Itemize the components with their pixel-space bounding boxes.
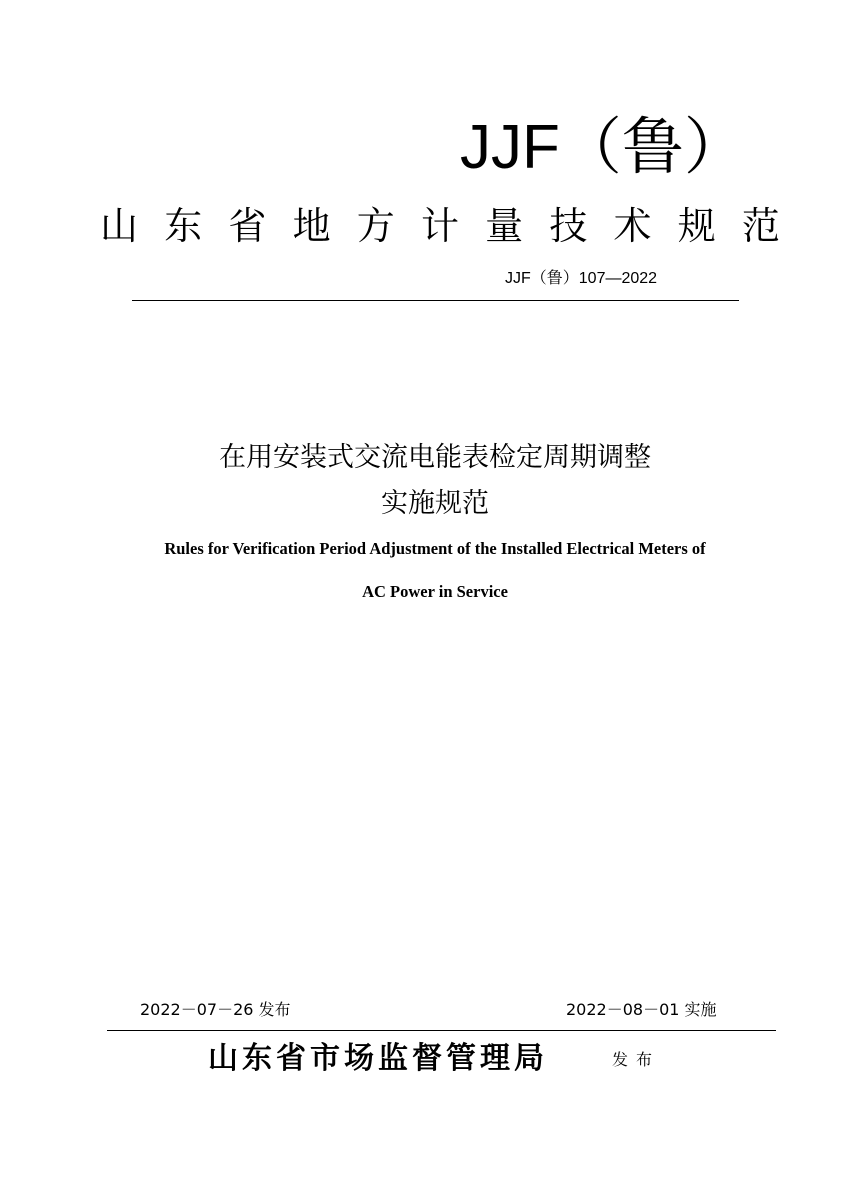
series-char: 术: [613, 204, 652, 248]
series-title: [100, 198, 780, 254]
footer-divider: [107, 1030, 776, 1031]
title-en-line-2: AC Power in Service: [362, 582, 508, 601]
issue-label: 发布: [612, 1050, 661, 1069]
series-char: 地: [292, 204, 331, 248]
title-en-line-1: Rules for Verification Period Adjustment of the Installed Electrical Meters of: [164, 539, 706, 558]
series-char: 计: [420, 204, 459, 248]
title-zh-line-1: 在用安装式交流电能表检定周期调整: [219, 442, 651, 473]
header-divider: [132, 300, 739, 301]
issue-date: 2022－07－26 发布: [140, 1000, 291, 1019]
series-char: 规: [677, 204, 716, 248]
implementation-date: 2022－08－01 实施: [566, 1000, 717, 1019]
title-zh-line-2: 实施规范: [381, 488, 489, 519]
standard-code-heading: JJF（鲁）: [460, 113, 746, 182]
series-char: 技: [549, 204, 588, 248]
series-char: 山: [100, 204, 139, 248]
standard-number: JJF（鲁）107—2022: [505, 270, 658, 287]
series-char: 方: [356, 204, 395, 248]
series-char: 省: [228, 204, 267, 248]
series-char: 量: [485, 204, 524, 248]
series-char: 范: [741, 204, 780, 248]
series-char: 东: [164, 204, 203, 248]
issuing-authority: 山东省市场监督管理局: [208, 1041, 548, 1076]
